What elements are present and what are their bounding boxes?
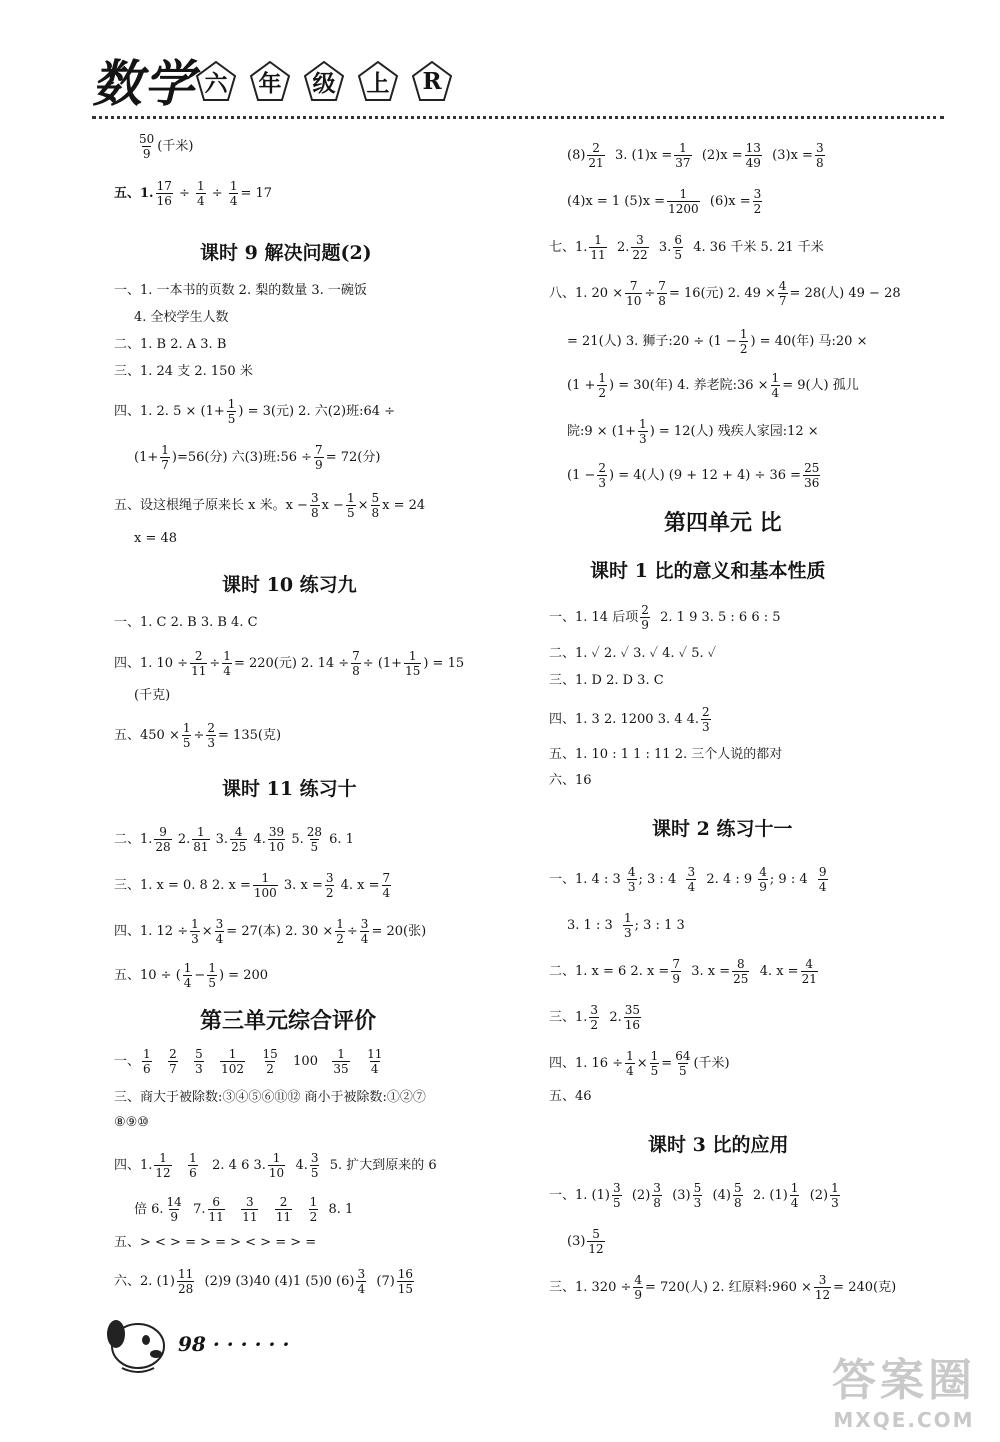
fraction: $\frac{16}{15}$ <box>397 1267 414 1296</box>
fraction: $\frac{1}{4}$ <box>790 1181 799 1210</box>
badge-upper: 上 <box>357 60 399 102</box>
fraction: $\frac{1}{5}$ <box>208 961 216 990</box>
fraction: $\frac{50}{9}$ <box>139 132 155 161</box>
fraction: $\frac{1}{15}$ <box>405 649 421 678</box>
fraction: $\frac{3}{4}$ <box>357 1267 366 1296</box>
answer-line: 六、16 <box>549 773 592 788</box>
fraction: $\frac{4}{9}$ <box>759 865 767 894</box>
fraction: $\frac{1}{102}$ <box>221 1047 245 1076</box>
fraction: $\frac{4}{7}$ <box>778 279 787 308</box>
answer-line: 倍 6. $\frac{14}{9}$ 7. $\frac{6}{11}$ $\frac{3}{11}$ $\frac{2}{11}$ $\frac{1}{2}$ 8. 1 <box>134 1195 354 1224</box>
answer-line: 四、1. 10 ÷ $\frac{2}{11}$ ÷ $\frac{1}{4}$ = 220(元) 2. 14 ÷ $\frac{7}{8}$ ÷ (1+ $\frac{1}{15}$ ) = 15 <box>114 649 465 678</box>
fraction: $\frac{3}{2}$ <box>325 871 334 900</box>
fraction: $\frac{5}{8}$ <box>371 491 380 520</box>
fraction: $\frac{14}{9}$ <box>166 1195 182 1224</box>
section-heading: 课时 9 解决问题(2) <box>200 242 372 264</box>
fraction: $\frac{5}{3}$ <box>195 1047 203 1076</box>
answer-line: (4)x = 1 (5)x = $\frac{1}{1200}$ (6)x = $\frac{3}{2}$ <box>567 187 762 216</box>
fraction: $\frac{1}{3}$ <box>624 911 632 940</box>
fraction: $\frac{1}{5}$ <box>346 491 355 520</box>
fraction: $\frac{1}{2}$ <box>598 371 607 400</box>
fraction: $\frac{1}{4}$ <box>197 179 205 208</box>
fraction: $\frac{4}{25}$ <box>231 825 247 854</box>
fraction: $\frac{64}{5}$ <box>675 1049 691 1078</box>
fraction: $\frac{25}{36}$ <box>804 461 820 490</box>
answer-line: 一、1. C 2. B 3. B 4. C <box>114 615 258 630</box>
watermark-logo-text: 答案圈 <box>832 1355 976 1406</box>
answer-line: 一、 $\frac{1}{6}$ $\frac{2}{7}$ $\frac{5}{3}$ $\frac{1}{102}$ $\frac{15}{2}$ 100 $\frac{1}{35}$ $\frac{11}{4}$ <box>114 1047 383 1076</box>
answer-line: 五、10 ÷ ( $\frac{1}{4}$ − $\frac{1}{5}$ ) = 200 <box>114 961 269 990</box>
fraction: $\frac{3}{2}$ <box>753 187 762 216</box>
answer-line: 五、1. 10 : 1 1 : 11 2. 三个人说的都对 <box>549 747 783 762</box>
fraction: $\frac{3}{22}$ <box>632 233 648 262</box>
fraction: $\frac{1}{2}$ <box>739 327 748 356</box>
fraction: $\frac{6}{5}$ <box>674 233 682 262</box>
fraction: $\frac{8}{25}$ <box>733 957 749 986</box>
answer-line: (3) $\frac{5}{12}$ <box>567 1227 604 1256</box>
fraction: $\frac{35}{16}$ <box>624 1003 640 1032</box>
answer-line: 三、1. 24 支 2. 150 米 <box>114 364 253 379</box>
fraction: $\frac{1}{4}$ <box>229 179 238 208</box>
fraction: $\frac{11}{28}$ <box>177 1267 194 1296</box>
answer-line: 五、设这根绳子原来长 x 米。x − $\frac{3}{8}$ x − $\frac{1}{5}$ × $\frac{5}{8}$ x = 24 <box>114 491 426 520</box>
fraction: $\frac{9}{28}$ <box>155 825 171 854</box>
answer-line: 一、1. 4 : 3 $\frac{4}{3}$ ; 3 : 4 $\frac{3}{4}$ 2. 4 : 9 $\frac{4}{9}$ ; 9 : 4 $\frac{9}{4}$ <box>549 865 827 894</box>
answer-line: 六、2. (1) $\frac{11}{28}$ (2)9 (3)40 (4)1 (5)0 (6) $\frac{3}{4}$ (7) $\frac{16}{15}$ <box>114 1267 414 1296</box>
fraction: $\frac{6}{11}$ <box>208 1195 224 1224</box>
answer-line: 四、1. $\frac{1}{12}$ $\frac{1}{6}$ 2. 4 6 3. $\frac{1}{10}$ 4. $\frac{3}{5}$ 5. 扩大到原来的 6 <box>114 1151 437 1180</box>
fraction: $\frac{7}{9}$ <box>315 443 323 472</box>
answer-line: 七、1. $\frac{1}{11}$ 2. $\frac{3}{22}$ 3. $\frac{6}{5}$ 4. 36 千米 5. 21 千米 <box>549 233 824 262</box>
section-heading: 课时 2 练习十一 <box>652 818 793 840</box>
answer-line: 四、1. 16 ÷ $\frac{1}{4}$ × $\frac{1}{5}$ = $\frac{64}{5}$ (千米) <box>549 1049 730 1078</box>
fraction: $\frac{2}{7}$ <box>169 1047 177 1076</box>
fraction: $\frac{7}{9}$ <box>672 957 680 986</box>
answer-line: (8) $\frac{2}{21}$ 3. (1)x = $\frac{1}{37}$ (2)x = $\frac{13}{49}$ (3)x = $\frac{3}{8}$ <box>567 141 824 170</box>
fraction: $\frac{1}{3}$ <box>831 1181 839 1210</box>
answer-line: 五、46 <box>549 1089 592 1104</box>
header-divider <box>92 116 944 119</box>
answer-line: 二、1. ✓ 2. ✓ 3. ✓ 4. ✓ 5. ✓ <box>549 646 717 661</box>
fraction: $\frac{9}{4}$ <box>818 865 827 894</box>
answer-line: 三、1. $\frac{3}{2}$ 2. $\frac{35}{16}$ <box>549 1003 640 1032</box>
fraction: $\frac{2}{3}$ <box>702 705 710 734</box>
badge-grade-6: 六 <box>195 60 237 102</box>
fraction: $\frac{2}{3}$ <box>207 721 216 750</box>
fraction: $\frac{1}{4}$ <box>223 649 231 678</box>
fraction: $\frac{4}{21}$ <box>801 957 817 986</box>
answer-line: 三、商大于被除数:③④⑤⑥⑪⑫ 商小于被除数:①②⑦ <box>114 1090 426 1105</box>
fraction: $\frac{4}{9}$ <box>634 1273 643 1302</box>
fraction: $\frac{3}{11}$ <box>242 1195 258 1224</box>
answer-line: (1 − $\frac{2}{3}$ ) = 4(人) (9 + 12 + 4) ÷ 36 = $\frac{25}{36}$ <box>567 461 820 490</box>
answer-line: 四、1. 2. 5 × (1+ $\frac{1}{5}$ ) = 3(元) 2. 六(2)班:64 ÷ <box>114 397 396 426</box>
fraction: $\frac{1}{12}$ <box>155 1151 171 1180</box>
answer-line: 4. 全校学生人数 <box>134 310 229 325</box>
answer-line: ⑧⑨⑩ <box>114 1115 149 1130</box>
fraction: $\frac{5}{3}$ <box>693 1181 702 1210</box>
answer-line: 院:9 × (1+ $\frac{1}{3}$ ) = 12(人) 残疾人家园:12 × <box>567 417 819 446</box>
answer-line: 三、1. D 2. D 3. C <box>549 673 664 688</box>
fraction: $\frac{1}{4}$ <box>771 371 780 400</box>
fraction: $\frac{1}{7}$ <box>161 443 169 472</box>
section-heading: 课时 1 比的意义和基本性质 <box>590 560 826 582</box>
answer-line: 五、450 × $\frac{1}{5}$ ÷ $\frac{2}{3}$ = 135(克) <box>114 721 282 750</box>
answer-line: 3. 1 : 3 $\frac{1}{3}$ ; 3 : 1 3 <box>567 911 685 940</box>
unit-heading: 第三单元综合评价 <box>200 1008 377 1034</box>
answer-line: (千克) <box>134 688 171 703</box>
answer-line: $\frac{50}{9}$ (千米) <box>139 132 194 161</box>
fraction: $\frac{3}{8}$ <box>653 1181 661 1210</box>
fraction: $\frac{11}{4}$ <box>367 1047 383 1076</box>
dog-mascot-icon <box>102 1310 174 1376</box>
fraction: $\frac{1}{1200}$ <box>668 187 699 216</box>
answer-line: (1+ $\frac{1}{7}$ )=56(分) 六(3)班:56 ÷ $\frac{7}{9}$ = 72(分) <box>134 443 381 472</box>
fraction: $\frac{1}{6}$ <box>143 1047 151 1076</box>
page-number: 98 · · · · · · <box>178 1332 290 1356</box>
fraction: $\frac{3}{12}$ <box>814 1273 831 1302</box>
watermark-url: MXQE.COM <box>833 1408 975 1432</box>
fraction: $\frac{5}{12}$ <box>588 1227 604 1256</box>
fraction: $\frac{1}{10}$ <box>268 1151 285 1180</box>
section-heading: 课时 3 比的应用 <box>648 1134 789 1156</box>
badge-year: 年 <box>249 60 291 102</box>
fraction: $\frac{1}{37}$ <box>675 141 691 170</box>
section-heading: 课时 10 练习九 <box>222 574 357 596</box>
fraction: $\frac{2}{3}$ <box>598 461 607 490</box>
fraction: $\frac{3}{5}$ <box>612 1181 621 1210</box>
answer-line: 四、1. 3 2. 1200 3. 4 4. $\frac{2}{3}$ <box>549 705 710 734</box>
fraction: $\frac{1}{3}$ <box>191 917 199 946</box>
fraction: $\frac{3}{4}$ <box>360 917 369 946</box>
fraction: $\frac{7}{8}$ <box>658 279 666 308</box>
unit-heading: 第四单元 比 <box>664 510 782 536</box>
badge-level: 级 <box>303 60 345 102</box>
fraction: $\frac{5}{8}$ <box>733 1181 742 1210</box>
answer-line: 二、1. $\frac{9}{28}$ 2. $\frac{1}{81}$ 3. $\frac{4}{25}$ 4. $\frac{39}{10}$ 5. $\frac{28}{5}$ 6. 1 <box>114 825 354 854</box>
answer-line: 八、1. 20 × $\frac{7}{10}$ ÷ $\frac{7}{8}$ = 16(元) 2. 49 × $\frac{4}{7}$ = 28(人) 49 − 28 <box>549 279 901 308</box>
fraction: $\frac{1}{5}$ <box>227 397 236 426</box>
fraction: $\frac{1}{2}$ <box>336 917 344 946</box>
answer-line: x = 48 <box>134 531 178 546</box>
answer-line: 三、1. 320 ÷ $\frac{4}{9}$ = 720(人) 2. 红原料:960 × $\frac{3}{12}$ = 240(克) <box>549 1273 897 1302</box>
fraction: $\frac{1}{35}$ <box>333 1047 349 1076</box>
answer-line: (1 + $\frac{1}{2}$ ) = 30(年) 4. 养老院:36 × $\frac{1}{4}$ = 9(人) 孤儿 <box>567 371 859 400</box>
watermark <box>832 1344 976 1432</box>
fraction: $\frac{1}{5}$ <box>650 1049 659 1078</box>
badge-r: R <box>411 60 453 102</box>
fraction: $\frac{2}{9}$ <box>641 603 649 632</box>
answer-line: = 21(人) 3. 狮子:20 ÷ (1 − $\frac{1}{2}$ ) = 40(年) 马:20 × <box>567 327 868 356</box>
answer-line: 二、1. x = 6 2. x = $\frac{7}{9}$ 3. x = $\frac{8}{25}$ 4. x = $\frac{4}{21}$ <box>549 957 817 986</box>
answer-line: 四、1. 12 ÷ $\frac{1}{3}$ × $\frac{3}{4}$ = 27(本) 2. 30 × $\frac{1}{2}$ ÷ $\frac{3}{4}$ = 20(张) <box>114 917 427 946</box>
fraction: $\frac{1}{100}$ <box>253 871 277 900</box>
fraction: $\frac{3}{4}$ <box>687 865 696 894</box>
fraction: $\frac{1}{4}$ <box>183 961 192 990</box>
answer-line: 一、1. 一本书的页数 2. 梨的数量 3. 一碗饭 <box>114 283 367 298</box>
fraction: $\frac{7}{4}$ <box>382 871 391 900</box>
answer-line: 五、1. $\frac{17}{16}$ ÷ $\frac{1}{4}$ ÷ $\frac{1}{4}$ = 17 <box>114 179 273 208</box>
grade-badges <box>195 60 453 102</box>
fraction: $\frac{2}{11}$ <box>191 649 207 678</box>
fraction: $\frac{1}{5}$ <box>182 721 191 750</box>
fraction: $\frac{15}{2}$ <box>262 1047 278 1076</box>
fraction: $\frac{1}{81}$ <box>193 825 209 854</box>
answer-line: 三、1. x = 0. 8 2. x = $\frac{1}{100}$ 3. x = $\frac{3}{2}$ 4. x = $\frac{7}{4}$ <box>114 871 391 900</box>
fraction: $\frac{1}{11}$ <box>590 233 606 262</box>
fraction: $\frac{1}{6}$ <box>189 1151 197 1180</box>
fraction: $\frac{2}{21}$ <box>588 141 604 170</box>
fraction: $\frac{4}{3}$ <box>627 865 636 894</box>
fraction: $\frac{7}{10}$ <box>626 279 642 308</box>
book-title: 数学 <box>92 54 196 113</box>
fraction: $\frac{1}{2}$ <box>309 1195 318 1224</box>
answer-line: 二、1. B 2. A 3. B <box>114 337 227 352</box>
fraction: $\frac{28}{5}$ <box>306 825 322 854</box>
fraction: $\frac{17}{16}$ <box>156 179 172 208</box>
fraction: $\frac{13}{49}$ <box>745 141 761 170</box>
fraction: $\frac{1}{3}$ <box>639 417 647 446</box>
fraction: $\frac{3}{2}$ <box>590 1003 599 1032</box>
answer-line: 一、1. (1) $\frac{3}{5}$ (2) $\frac{3}{8}$ (3) $\frac{5}{3}$ (4) $\frac{5}{8}$ 2. (1) $\frac{1}{4}$ (2) $\frac{1}{3}$ <box>549 1181 839 1210</box>
section-heading: 课时 11 练习十 <box>222 778 357 800</box>
fraction: $\frac{3}{4}$ <box>215 917 224 946</box>
fraction: $\frac{3}{8}$ <box>815 141 824 170</box>
fraction: $\frac{2}{11}$ <box>275 1195 292 1224</box>
fraction: $\frac{39}{10}$ <box>268 825 285 854</box>
fraction: $\frac{1}{4}$ <box>626 1049 634 1078</box>
answer-line: 一、1. 14 后项 $\frac{2}{9}$ 2. 1 9 3. 5 : 6 6 : 5 <box>549 603 781 632</box>
fraction: $\frac{3}{5}$ <box>310 1151 319 1180</box>
fraction: $\frac{3}{8}$ <box>310 491 319 520</box>
fraction: $\frac{7}{8}$ <box>352 649 360 678</box>
answer-line: 五、> < > = > = > < > = > = <box>114 1235 317 1250</box>
